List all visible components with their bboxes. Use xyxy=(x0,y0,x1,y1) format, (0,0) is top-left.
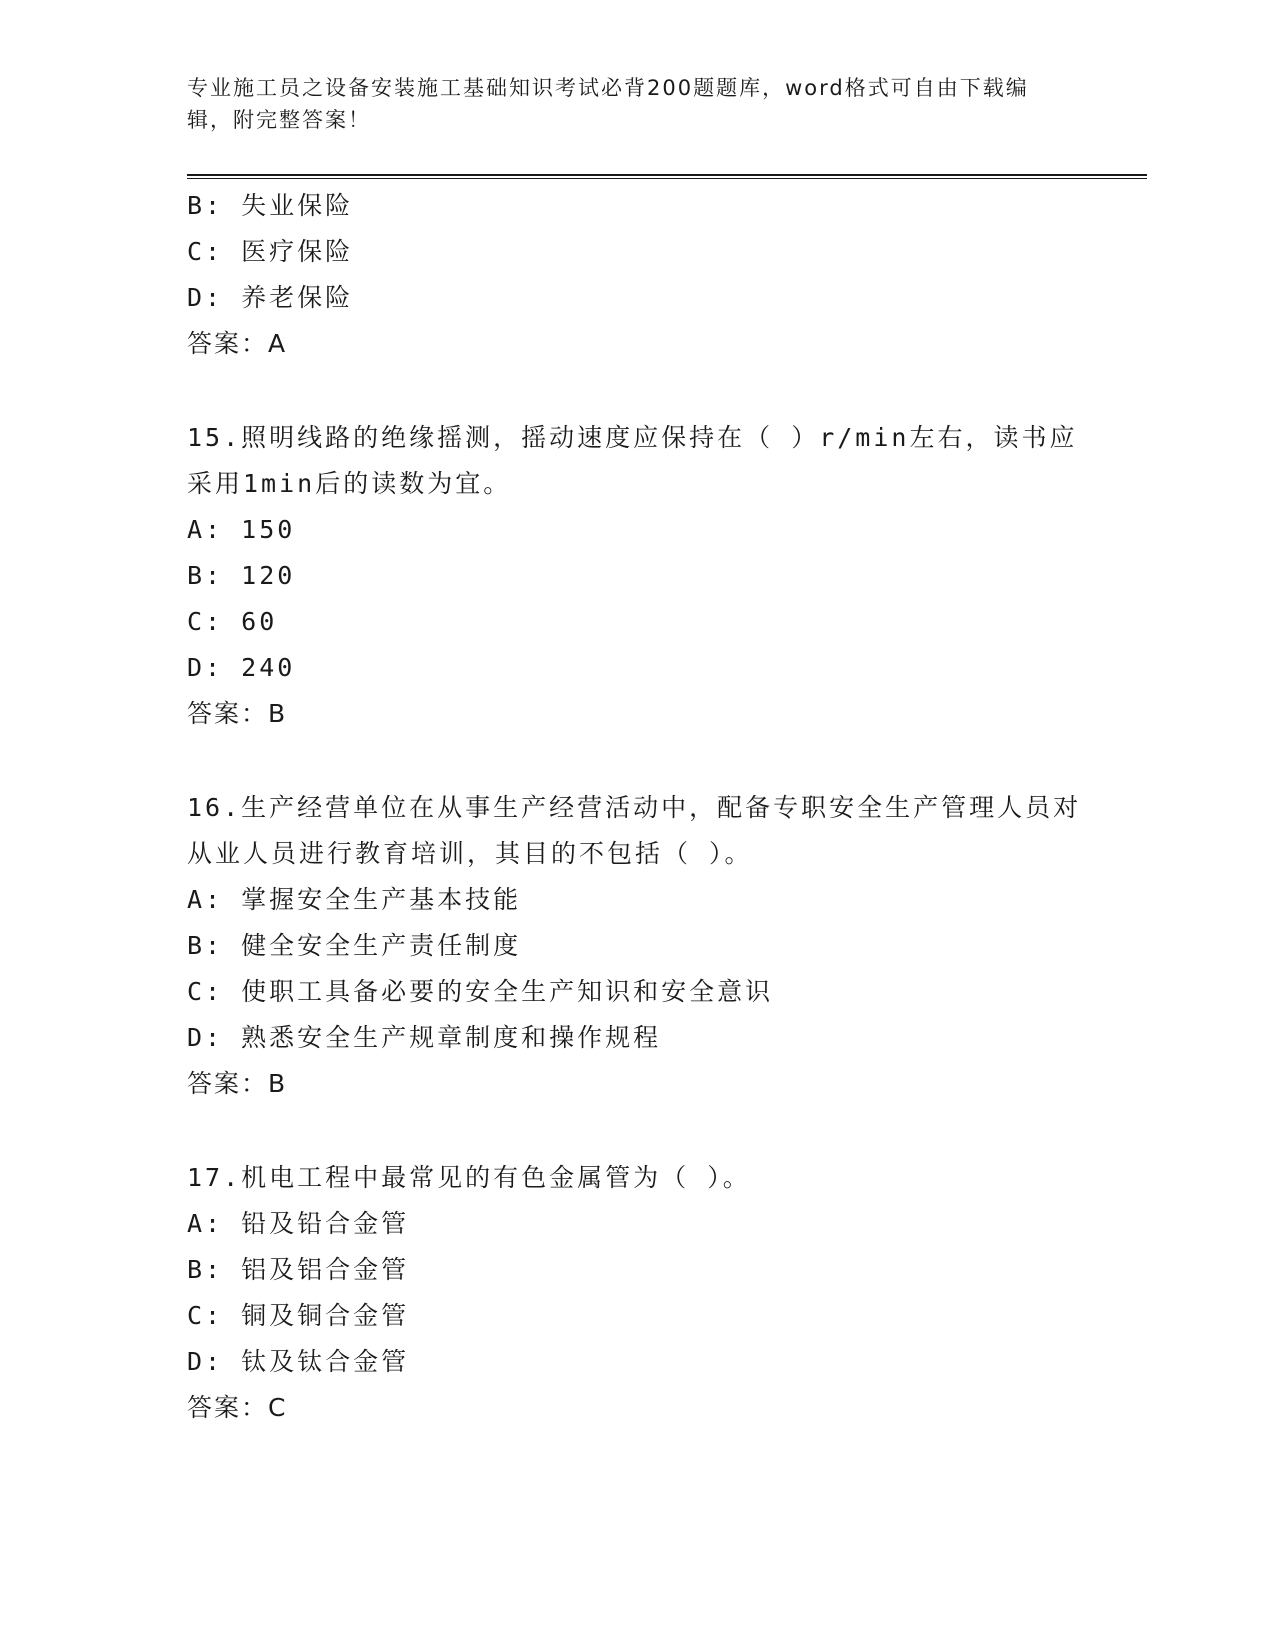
option-d: D: 熟悉安全生产规章制度和操作规程 xyxy=(187,1023,662,1052)
option-b: B: 120 xyxy=(187,561,296,590)
option-d: D: 钛及钛合金管 xyxy=(187,1347,410,1376)
question-17 xyxy=(187,1155,1147,1431)
header-divider xyxy=(187,174,1147,179)
option-b: B: 失业保险 xyxy=(187,191,354,220)
question-15 xyxy=(187,415,1147,737)
answer-line: 答案：C xyxy=(187,1393,288,1422)
option-c: C: 60 xyxy=(187,607,278,636)
option-c: C: 铜及铜合金管 xyxy=(187,1301,410,1330)
document-page xyxy=(187,72,1147,1431)
option-a: A: 150 xyxy=(187,515,296,544)
option-d: D: 养老保险 xyxy=(187,283,354,312)
question-stem: 17.机电工程中最常见的有色金属管为（ ）。 xyxy=(187,1163,751,1192)
question-stem: 15.照明线路的绝缘摇测，摇动速度应保持在（ ）r/min左右，读书应采用1min后的读数为宜。 xyxy=(187,423,1078,498)
option-b: B: 铝及铝合金管 xyxy=(187,1255,410,1284)
option-d: D: 240 xyxy=(187,653,296,682)
option-a: A: 掌握安全生产基本技能 xyxy=(187,885,522,914)
carryover-question xyxy=(187,183,1147,367)
answer-line: 答案：B xyxy=(187,699,288,728)
answer-line: 答案：B xyxy=(187,1069,288,1098)
option-b: B: 健全安全生产责任制度 xyxy=(187,931,522,960)
document-header-title: 专业施工员之设备安装施工基础知识考试必背200题题库，word格式可自由下载编辑，附完整答案！ xyxy=(187,76,1029,132)
option-c: C: 医疗保险 xyxy=(187,237,354,266)
question-16 xyxy=(187,785,1147,1107)
option-a: A: 铅及铅合金管 xyxy=(187,1209,410,1238)
answer-line: 答案：A xyxy=(187,329,288,358)
question-stem: 16.生产经营单位在从事生产经营活动中，配备专职安全生产管理人员对从业人员进行教育培训，其目的不包括（ ）。 xyxy=(187,793,1082,868)
option-c: C: 使职工具备必要的安全生产知识和安全意识 xyxy=(187,977,774,1006)
